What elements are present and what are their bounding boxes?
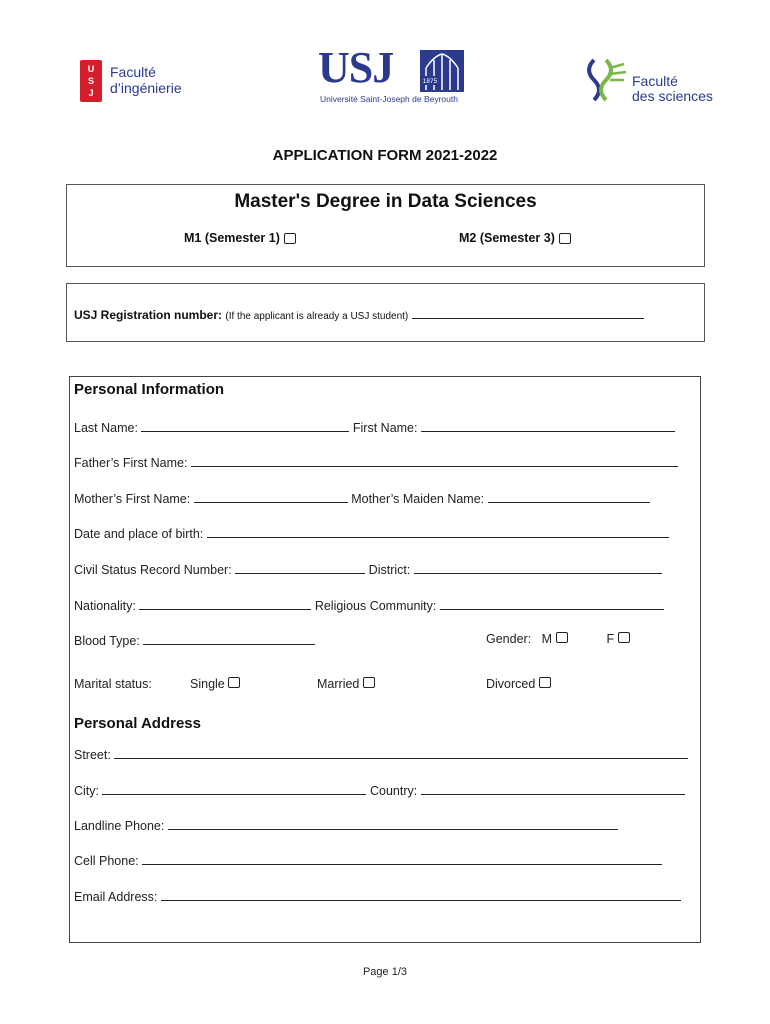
divorced-option (486, 677, 551, 691)
religious-community-label: Religious Community: (314, 599, 437, 613)
single-label: Single (190, 677, 225, 691)
gender-m-label: M (541, 632, 553, 646)
city-row (74, 782, 685, 798)
faculty-engineering-logo (80, 58, 220, 106)
district-label: District: (368, 563, 411, 577)
university-building-icon (420, 50, 464, 92)
usj-acronym: USJ (318, 43, 394, 92)
gender-f-label: F (606, 632, 615, 646)
gender-row (486, 632, 630, 646)
personal-address-title: Personal Address (74, 715, 201, 732)
married-label: Married (317, 677, 360, 691)
email-field[interactable] (161, 888, 681, 901)
registration-number-field[interactable] (412, 306, 644, 319)
logo-line: des sciences (632, 88, 713, 104)
married-option (317, 677, 375, 691)
landline-field[interactable] (168, 817, 618, 830)
mark-letter: J (88, 88, 94, 98)
street-label: Street: (74, 748, 111, 762)
birth-label: Date and place of birth: (74, 527, 204, 541)
birth-field[interactable] (207, 525, 669, 538)
registration-label: USJ Registration number: (74, 308, 223, 322)
mother-row (74, 490, 650, 506)
program-box (66, 184, 705, 267)
city-field[interactable] (102, 782, 366, 795)
single-option (190, 677, 240, 691)
mother-maiden-name-field[interactable] (488, 490, 650, 503)
dna-helix-icon (580, 56, 628, 104)
gender-f-checkbox[interactable] (618, 632, 630, 643)
country-label: Country: (369, 784, 418, 798)
logo-line: Faculté (110, 64, 156, 80)
personal-info-title: Personal Information (74, 381, 225, 398)
marital-status-label: Marital status: (74, 677, 152, 691)
landline-row (74, 817, 618, 833)
founding-year: 1875 (422, 78, 438, 85)
gender-label: Gender: (486, 632, 532, 646)
street-field[interactable] (114, 746, 688, 759)
usj-logo (318, 43, 470, 108)
birth-row (74, 525, 669, 541)
mark-letter: S (87, 76, 94, 86)
cell-row (74, 852, 662, 868)
email-label: Email Address: (74, 890, 158, 904)
married-checkbox[interactable] (363, 677, 375, 688)
father-row (74, 454, 678, 470)
faculty-sciences-logo (580, 56, 720, 106)
civil-status-row (74, 561, 662, 577)
option-m2-label: M2 (Semester 3) (459, 231, 555, 245)
city-label: City: (74, 784, 99, 798)
last-name-label: Last Name: (74, 421, 138, 435)
first-name-field[interactable] (421, 419, 675, 432)
mother-first-name-label: Mother’s First Name: (74, 492, 191, 506)
last-name-field[interactable] (141, 419, 349, 432)
degree-title: Master's Degree in Data Sciences (234, 191, 537, 212)
marital-status-row (74, 677, 152, 691)
single-checkbox[interactable] (228, 677, 240, 688)
divorced-checkbox[interactable] (539, 677, 551, 688)
landline-label: Landline Phone: (74, 819, 165, 833)
registration-box (66, 283, 705, 342)
faculty-sciences-name (632, 74, 713, 104)
blood-type-field[interactable] (143, 632, 315, 645)
mark-letter: U (87, 64, 95, 74)
logo-line: Faculté (632, 73, 678, 89)
m2-checkbox[interactable] (559, 233, 571, 244)
civil-status-field[interactable] (235, 561, 365, 574)
email-row (74, 888, 681, 904)
religious-community-field[interactable] (440, 597, 664, 610)
mother-maiden-name-label: Mother’s Maiden Name: (351, 492, 485, 506)
registration-row (74, 306, 644, 322)
blood-type-row (74, 632, 315, 648)
district-field[interactable] (414, 561, 662, 574)
registration-note: (If the applicant is already a USJ student) (225, 311, 409, 322)
cell-label: Cell Phone: (74, 854, 139, 868)
country-field[interactable] (421, 782, 685, 795)
nationality-row (74, 597, 664, 613)
nationality-label: Nationality: (74, 599, 136, 613)
divorced-label: Divorced (486, 677, 536, 691)
father-first-name-label: Father’s First Name: (74, 456, 188, 470)
personal-info-box (69, 376, 701, 943)
usj-full-name: Université Saint-Joseph de Beyrouth (320, 94, 458, 104)
nationality-field[interactable] (139, 597, 311, 610)
option-m1-label: M1 (Semester 1) (184, 231, 280, 245)
cell-field[interactable] (142, 852, 662, 865)
street-row (74, 746, 688, 762)
form-title: APPLICATION FORM 2021-2022 (272, 147, 498, 164)
gender-m-checkbox[interactable] (556, 632, 568, 643)
faculty-engineering-name (110, 64, 182, 96)
first-name-label: First Name: (352, 421, 418, 435)
usj-mark-icon (80, 60, 102, 102)
logo-line: d’ingénierie (110, 80, 182, 96)
blood-type-label: Blood Type: (74, 634, 140, 648)
page-number: Page 1/3 (362, 966, 408, 978)
m1-checkbox[interactable] (284, 233, 296, 244)
mother-first-name-field[interactable] (194, 490, 348, 503)
option-m2 (459, 231, 571, 245)
name-row (74, 419, 675, 435)
civil-status-label: Civil Status Record Number: (74, 563, 232, 577)
option-m1 (184, 231, 296, 245)
father-first-name-field[interactable] (191, 454, 678, 467)
